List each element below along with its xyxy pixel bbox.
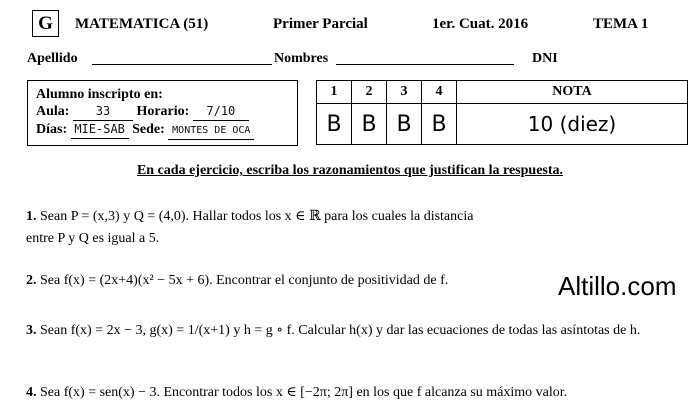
grade-value-4: B (422, 104, 457, 145)
horario-label: Horario: (136, 104, 190, 119)
aula-label: Aula: (36, 104, 70, 119)
watermark: Altillo.com (558, 271, 677, 301)
exercise-4 (26, 382, 686, 404)
grade-header-1: 1 (317, 81, 352, 104)
exercise-text: Sean f(x) = 2x − 3, g(x) = 1/(x+1) y h = g ∘ f. Calcular h(x) y dar las ecuaciones de todas las asíntotas de h. (40, 323, 641, 338)
names-label: Nombres (274, 51, 329, 66)
grade-value-3: B (387, 104, 422, 145)
grade-header-2: 2 (352, 81, 387, 104)
exercise-number: 4. (26, 385, 37, 400)
exercise-2 (26, 270, 546, 292)
enrollment-box (27, 80, 298, 146)
exercise-number: 2. (26, 273, 37, 288)
surname-field[interactable] (92, 64, 272, 65)
exam-title: Primer Parcial (273, 16, 368, 32)
dni-label: DNI (532, 51, 558, 66)
grade-value-nota: 10 (diez) (457, 104, 688, 145)
exercise-1 (26, 206, 496, 250)
group-box: G (32, 10, 59, 37)
names-field[interactable] (336, 64, 514, 65)
theme: TEMA 1 (593, 16, 649, 32)
sede-label: Sede: (132, 122, 165, 137)
course-title: MATEMATICA (51) (75, 16, 209, 32)
grade-value-1: B (317, 104, 352, 145)
term: 1er. Cuat. 2016 (432, 16, 529, 32)
exercise-3 (26, 320, 666, 342)
exercise-text: Sean P = (x,3) y Q = (4,0). Hallar todos los x ∈ ℝ para los cuales la distancia entre P y Q es igual a 5. (26, 209, 474, 246)
horario-value: 7/10 (193, 103, 249, 121)
grade-header-4: 4 (422, 81, 457, 104)
dias-label: Días: (36, 122, 68, 137)
dias-value: MIE-SAB (71, 121, 129, 139)
sede-value: MONTES DE OCA (168, 122, 254, 140)
grade-header-3: 3 (387, 81, 422, 104)
grade-table (316, 80, 688, 145)
exercise-number: 3. (26, 323, 37, 338)
grade-value-2: B (352, 104, 387, 145)
instructions: En cada ejercicio, escriba los razonamientos que justifican la respuesta. (136, 163, 564, 178)
exercise-text: Sea f(x) = sen(x) − 3. Encontrar todos los x ∈ [−2π; 2π] en los que f alcanza su máximo valor. (40, 385, 568, 400)
exercise-text: Sea f(x) = (2x+4)(x² − 5x + 6). Encontrar el conjunto de positividad de f. (40, 273, 449, 288)
grade-header-nota: NOTA (457, 81, 688, 104)
aula-value: 33 (73, 103, 133, 121)
enrollment-title: Alumno inscripto en: (36, 87, 163, 102)
exercise-number: 1. (26, 209, 37, 224)
surname-label: Apellido (27, 51, 78, 66)
